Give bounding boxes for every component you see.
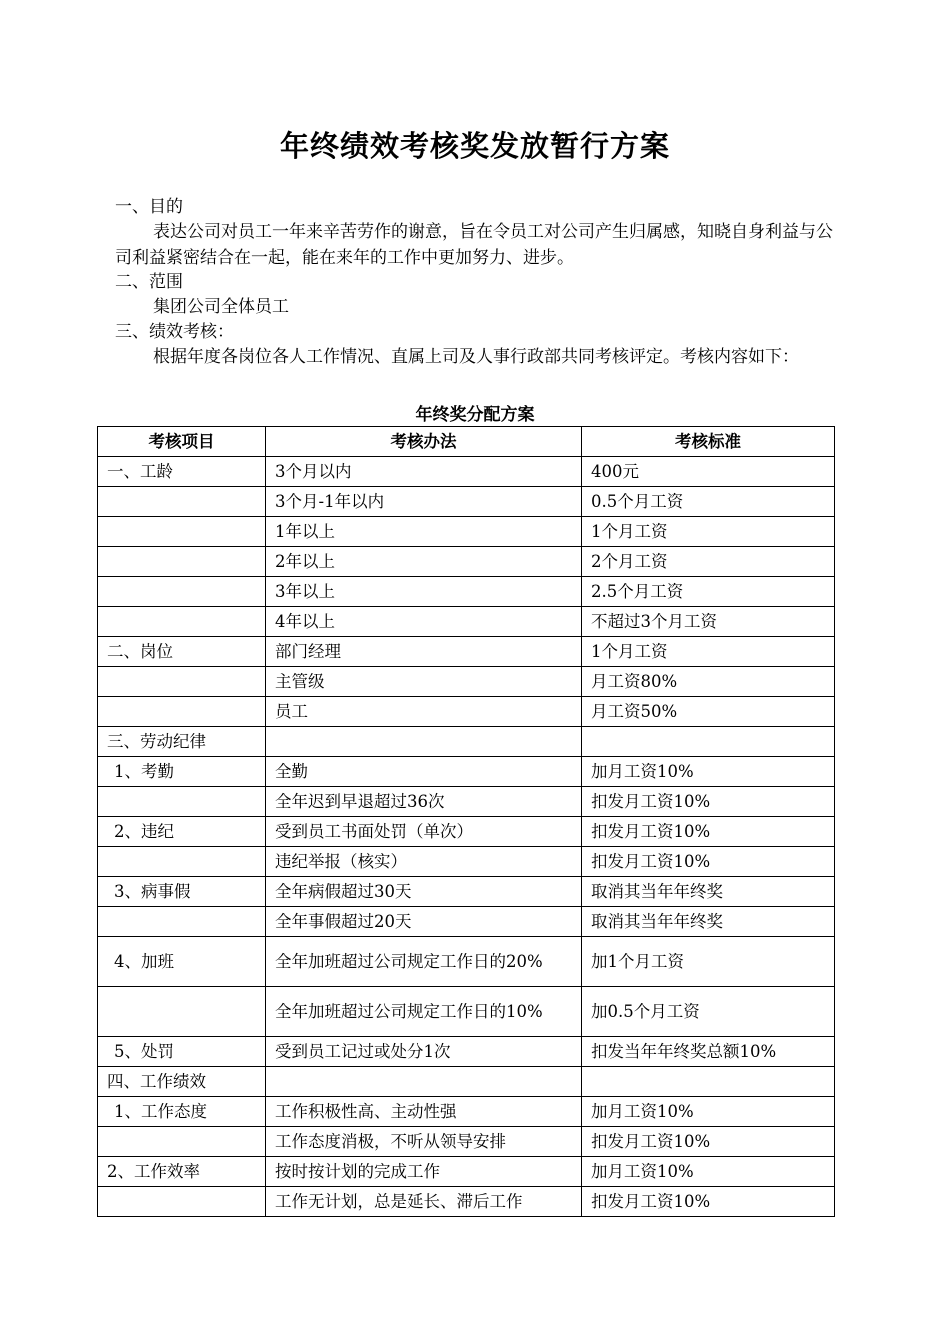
header-method: 考核办法 [266,427,582,457]
cell-method: 3个月以内 [266,457,582,487]
purpose-heading: 一、目的 [115,197,183,217]
cell-method: 全年迟到早退超过36次 [266,787,582,817]
cell-method: 全勤 [266,757,582,787]
table-row [98,1127,835,1157]
cell-method [266,1067,582,1097]
purpose-text: 表达公司对员工一年来辛苦劳作的谢意，旨在令员工对公司产生归属感，知晓自身利益与公司利益紧密结合在一起，能在来年的工作中更加努力、进步。 [115,222,833,268]
cell-method: 工作积极性高、主动性强 [266,1097,582,1127]
cell-standard: 不超过3个月工资 [582,607,835,637]
cell-item [98,517,266,547]
cell-item: 一、工龄 [98,457,266,487]
cell-standard: 加月工资10% [582,1157,835,1187]
cell-method [266,727,582,757]
header-item: 考核项目 [98,427,266,457]
scope-text: 集团公司全体员工 [153,297,289,317]
cell-method: 受到员工记过或处分1次 [266,1037,582,1067]
table-row [98,727,835,757]
cell-item: 三、劳动纪律 [98,727,266,757]
table-row [98,667,835,697]
cell-standard: 400元 [582,457,835,487]
table-row [98,607,835,637]
cell-standard: 取消其当年年终奖 [582,907,835,937]
table-row [98,907,835,937]
cell-standard: 取消其当年年终奖 [582,877,835,907]
cell-item [98,787,266,817]
cell-item: 5、处罚 [98,1037,266,1067]
table-row [98,817,835,847]
cell-standard: 2.5个月工资 [582,577,835,607]
cell-item: 3、病事假 [98,877,266,907]
cell-method: 工作态度消极，不听从领导安排 [266,1127,582,1157]
cell-method: 全年病假超过30天 [266,877,582,907]
cell-item [98,547,266,577]
bonus-plan-table [97,426,835,1217]
table-row [98,757,835,787]
cell-item [98,667,266,697]
cell-item [98,577,266,607]
cell-method: 3年以上 [266,577,582,607]
cell-item: 2、工作效率 [98,1157,266,1187]
cell-method: 全年事假超过20天 [266,907,582,937]
cell-method: 受到员工书面处罚（单次） [266,817,582,847]
cell-standard [582,727,835,757]
cell-standard: 1个月工资 [582,517,835,547]
cell-item [98,1187,266,1217]
cell-item: 4、加班 [98,937,266,987]
table-row [98,937,835,987]
cell-standard: 月工资80% [582,667,835,697]
scope-heading: 二、范围 [115,272,183,292]
cell-standard: 加月工资10% [582,1097,835,1127]
table-row [98,1067,835,1097]
cell-standard: 加0.5个月工资 [582,987,835,1037]
cell-method: 部门经理 [266,637,582,667]
table-row [98,987,835,1037]
table-row [98,787,835,817]
table-row [98,517,835,547]
cell-item [98,1127,266,1157]
table-row [98,547,835,577]
table-row [98,637,835,667]
table-row [98,847,835,877]
cell-standard: 扣发月工资10% [582,1127,835,1157]
cell-method: 2年以上 [266,547,582,577]
cell-item [98,907,266,937]
cell-standard: 扣发当年年终奖总额10% [582,1037,835,1067]
cell-item [98,847,266,877]
cell-standard: 扣发月工资10% [582,847,835,877]
assessment-heading: 三、绩效考核： [115,322,234,342]
cell-method: 全年加班超过公司规定工作日的20% [266,937,582,987]
cell-standard [582,1067,835,1097]
header-standard: 考核标准 [582,427,835,457]
cell-method: 主管级 [266,667,582,697]
table-header-row [98,427,835,457]
table-row [98,457,835,487]
cell-method: 违纪举报（核实） [266,847,582,877]
cell-standard: 加月工资10% [582,757,835,787]
table-row [98,877,835,907]
table-row [98,697,835,727]
cell-item [98,487,266,517]
cell-item [98,987,266,1037]
cell-standard: 扣发月工资10% [582,1187,835,1217]
cell-item: 2、违纪 [98,817,266,847]
cell-item [98,607,266,637]
table-row [98,487,835,517]
table-row [98,577,835,607]
cell-standard: 加1个月工资 [582,937,835,987]
cell-item: 1、考勤 [98,757,266,787]
table-row [98,1157,835,1187]
cell-standard: 月工资50% [582,697,835,727]
cell-method: 员工 [266,697,582,727]
cell-standard: 1个月工资 [582,637,835,667]
cell-item: 四、工作绩效 [98,1067,266,1097]
page-title: 年终绩效考核奖发放暂行方案 [279,129,670,163]
assessment-text: 根据年度各岗位各人工作情况、直属上司及人事行政部共同考核评定。考核内容如下： [153,347,799,367]
table-row [98,1097,835,1127]
table-row [98,1037,835,1067]
cell-method: 按时按计划的完成工作 [266,1157,582,1187]
cell-method: 1年以上 [266,517,582,547]
cell-standard: 0.5个月工资 [582,487,835,517]
table-row [98,1187,835,1217]
cell-method: 4年以上 [266,607,582,637]
cell-item [98,697,266,727]
cell-method: 全年加班超过公司规定工作日的10% [266,987,582,1037]
cell-standard: 扣发月工资10% [582,787,835,817]
cell-method: 工作无计划，总是延长、滞后工作 [266,1187,582,1217]
cell-item: 二、岗位 [98,637,266,667]
cell-item: 1、工作态度 [98,1097,266,1127]
cell-standard: 扣发月工资10% [582,817,835,847]
table-caption: 年终奖分配方案 [415,405,535,425]
cell-standard: 2个月工资 [582,547,835,577]
cell-method: 3个月-1年以内 [266,487,582,517]
